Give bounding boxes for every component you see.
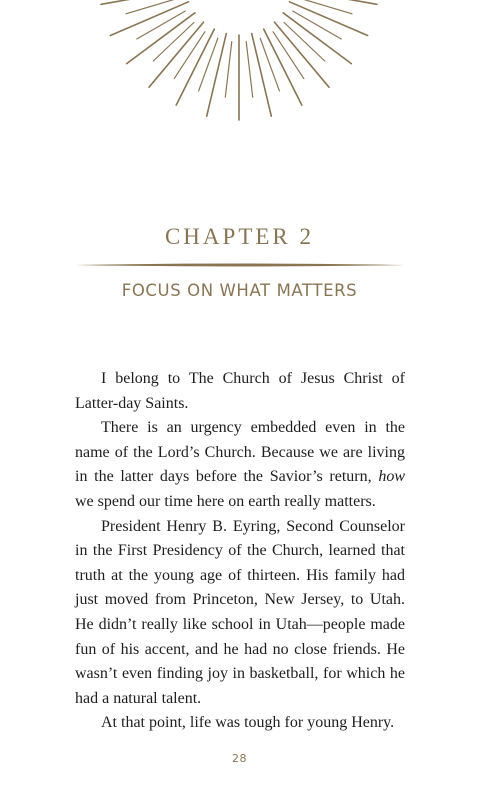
sunburst-ray <box>274 22 329 87</box>
emphasis: how <box>378 468 405 486</box>
chapter-divider <box>75 262 405 268</box>
paragraph: President Henry B. Eyring, Second Counselor in the First Presidency of the Church, learned that truth at the young age of thirteen. His family had just moved from Princeton, New Jersey, to Utah. He didn’t really like school in Utah—people made fun of his accent, and he had no close friends. He wasn’t even finding joy in basketball, for which he had a natural talent. <box>75 517 405 707</box>
sunburst-ray <box>246 42 253 98</box>
sunburst-ray <box>207 34 227 117</box>
page-number: 28 <box>232 752 247 765</box>
sunburst-ray <box>127 13 195 64</box>
sunburst-ray <box>283 13 351 64</box>
sunburst-ray <box>126 0 180 14</box>
sunburst-ray <box>225 42 232 98</box>
body-text <box>75 367 405 736</box>
paragraph: There is an urgency embedded even in the name of the Lord’s Church. Because we are living in the latter days before the Savior’s return, how we spend our time here on earth really matters. <box>75 419 405 510</box>
sunburst-ray <box>293 0 377 4</box>
sunburst-ray <box>101 0 185 4</box>
paragraph: I belong to The Church of Jesus Christ of Latter-day Saints. <box>75 370 405 412</box>
chapter-number: CHAPTER 2 <box>164 224 315 249</box>
sunburst-ray <box>298 0 352 14</box>
sunburst-ray <box>252 34 272 117</box>
sunburst-ornament <box>0 0 479 130</box>
paragraph: At that point, life was tough for young Henry. <box>101 714 395 732</box>
chapter-title: FOCUS ON WHAT MATTERS <box>121 281 358 300</box>
sunburst-ray <box>149 22 204 87</box>
